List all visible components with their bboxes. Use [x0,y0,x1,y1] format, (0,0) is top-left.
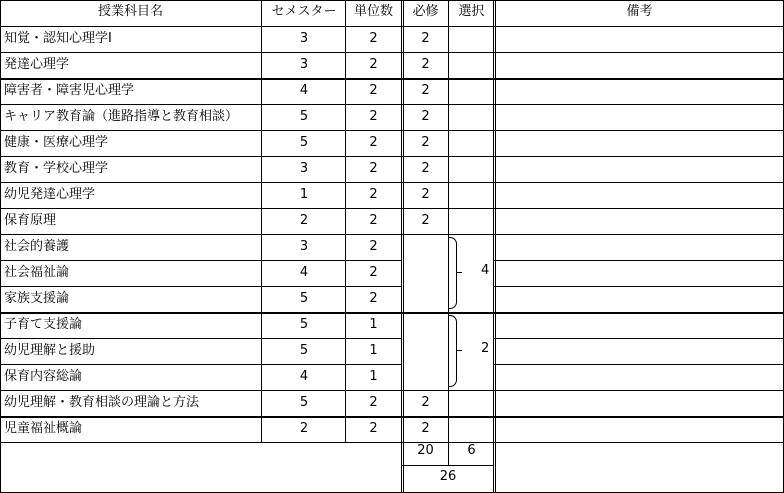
grid-line [401,0,402,493]
cell-required: 2 [421,161,430,176]
cell-required: 2 [421,421,430,436]
total-elective: 6 [467,443,476,458]
grid-line [403,0,404,493]
cell-semester: 5 [299,395,309,410]
header-semester: セメスター [271,4,337,19]
cell-subject: キャリア教育論（進路指導と教育相談） [4,109,239,124]
cell-subject: 発達心理学 [4,57,70,72]
cell-semester: 5 [299,291,309,306]
cell-subject: 教育・学校心理学 [4,161,109,176]
cell-semester: 4 [299,265,309,280]
grid-line [0,52,784,53]
cell-semester: 5 [299,317,309,332]
cell-subject: 健康・医療心理学 [4,135,109,150]
cell-semester: 4 [299,83,309,98]
grid-line [0,442,784,443]
cell-subject: 社会的養護 [4,239,70,254]
elective-brace-2 [449,315,457,387]
grid-line [0,390,784,391]
grid-line [494,286,784,287]
cell-credits: 1 [369,317,378,332]
grid-line [0,0,1,493]
header-notes: 備考 [626,4,653,19]
cell-semester: 2 [299,213,309,228]
cell-credits: 2 [369,265,378,280]
cell-required: 2 [421,83,430,98]
cell-semester: 5 [299,343,309,358]
elective-brace-2-tick [457,350,462,351]
grid-line [0,26,784,27]
grid-line [0,312,784,314]
cell-required: 2 [421,57,430,72]
elective-brace-1 [449,237,457,309]
grid-line [402,465,494,466]
grid-line [0,156,784,157]
cell-semester: 2 [299,421,309,436]
cell-required: 2 [421,135,430,150]
cell-subject: 家族支援論 [4,291,70,306]
grid-line [0,130,784,131]
cell-subject: 子育て支援論 [4,317,83,332]
cell-subject: 知覚・認知心理学Ⅰ [4,31,112,46]
grid-line [0,0,784,1]
grid-line [0,338,402,339]
grid-line [0,260,402,261]
grid-line [494,364,784,365]
elective-group-2-value: 2 [481,341,490,356]
cell-required: 2 [421,395,430,410]
header-subject: 授業科目名 [97,4,163,19]
grid-line [0,78,784,80]
total-overall: 26 [439,469,457,484]
cell-subject: 障害者・障害児心理学 [4,83,135,98]
grid-line [0,416,784,418]
cell-subject: 幼児発達心理学 [4,187,96,202]
grid-line [0,364,402,365]
header-required: 必修 [412,4,439,19]
grid-line [494,260,784,261]
cell-credits: 2 [369,83,378,98]
cell-subject: 保育原理 [4,213,57,228]
cell-required: 2 [421,213,430,228]
grid-line [495,0,496,493]
cell-credits: 2 [369,291,378,306]
cell-semester: 1 [299,187,309,202]
cell-semester: 3 [299,161,309,176]
cell-semester: 5 [299,135,309,150]
cell-semester: 3 [299,239,309,254]
grid-line [0,104,784,105]
cell-subject: 社会福祉論 [4,265,70,280]
cell-credits: 2 [369,135,378,150]
cell-credits: 2 [369,187,378,202]
cell-credits: 1 [369,369,378,384]
grid-line [0,286,402,287]
cell-credits: 2 [369,213,378,228]
cell-credits: 1 [369,343,378,358]
cell-subject: 児童福祉概論 [4,421,83,436]
grid-line [494,338,784,339]
header-elective: 選択 [458,4,485,19]
cell-credits: 2 [369,31,378,46]
cell-credits: 2 [369,239,378,254]
cell-semester: 3 [299,31,309,46]
total-required: 20 [417,443,434,458]
cell-credits: 2 [369,109,378,124]
cell-subject: 幼児理解と援助 [4,343,96,358]
cell-subject: 保育内容総論 [4,369,83,384]
grid-line [0,234,784,235]
cell-semester: 5 [299,109,309,124]
cell-credits: 2 [369,161,378,176]
grid-line [493,0,494,493]
cell-required: 2 [421,31,430,46]
cell-required: 2 [421,187,430,202]
header-credits: 単位数 [353,4,393,19]
grid-line [0,182,784,183]
elective-brace-1-tick [457,272,462,273]
cell-required: 2 [421,109,430,124]
grid-line [0,208,784,209]
cell-credits: 2 [369,57,378,72]
elective-group-1-value: 4 [481,263,490,278]
cell-subject: 幼児理解・教育相談の理論と方法 [4,395,200,410]
cell-semester: 4 [299,369,309,384]
cell-semester: 3 [299,57,309,72]
cell-credits: 2 [369,395,378,410]
cell-credits: 2 [369,421,378,436]
